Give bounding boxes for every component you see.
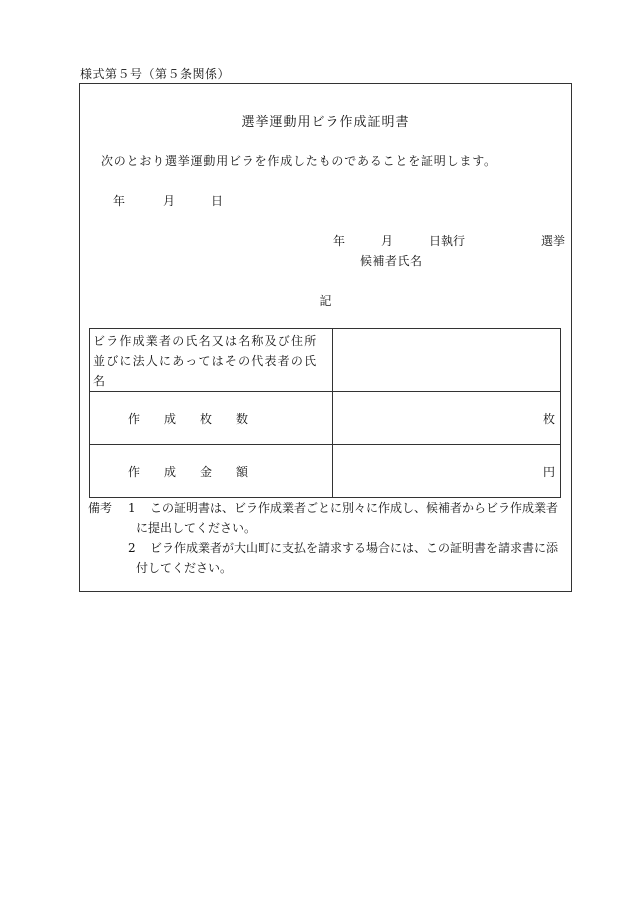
issue-date	[113, 192, 223, 209]
quantity-label: 作 成 枚 数	[90, 392, 333, 445]
producer-info-label: ビラ作成業者の氏名又は名称及び住所並びに法人にあってはその代表者の氏名	[90, 329, 333, 392]
election-month: 月	[381, 234, 394, 248]
election-year: 年	[333, 234, 346, 248]
note-continuation: に提出してください。	[136, 521, 257, 535]
details-table	[89, 328, 561, 498]
note-number: 2	[128, 541, 136, 555]
note-text: ビラ作成業者が大山町に支払を請求する場合には、この証明書を請求書に添	[150, 541, 559, 555]
quantity-unit: 枚	[333, 392, 561, 445]
note-number: 1	[128, 501, 136, 515]
election-label: 選挙	[541, 234, 566, 248]
table-row	[90, 445, 561, 498]
table-row	[90, 392, 561, 445]
document-title: 選挙運動用ビラ作成証明書	[241, 115, 410, 130]
form-reference: 様式第５号（第５条関係）	[80, 67, 231, 81]
note-item-2	[88, 538, 568, 558]
notes-heading: 備考	[88, 501, 113, 515]
certificate-frame	[79, 83, 572, 592]
note-item-1	[88, 498, 568, 518]
candidate-name-label: 候補者氏名	[360, 254, 423, 268]
amount-unit: 円	[333, 445, 561, 498]
election-date-line	[333, 232, 565, 249]
ki-label: 記	[319, 294, 332, 308]
certification-statement: 次のとおり選挙運動用ビラを作成したものであることを証明します。	[101, 154, 497, 168]
notes-section	[88, 498, 568, 578]
issue-date-year: 年	[113, 194, 126, 208]
producer-info-value	[333, 329, 561, 392]
issue-date-month: 月	[163, 194, 176, 208]
table-row	[90, 329, 561, 392]
amount-label: 作 成 金 額	[90, 445, 333, 498]
election-held: 日執行	[429, 234, 466, 248]
note-continuation: 付してください。	[136, 561, 233, 575]
note-text: この証明書は、ビラ作成業者ごとに別々に作成し、候補者からビラ作成業者	[150, 501, 559, 515]
issue-date-day: 日	[211, 194, 224, 208]
